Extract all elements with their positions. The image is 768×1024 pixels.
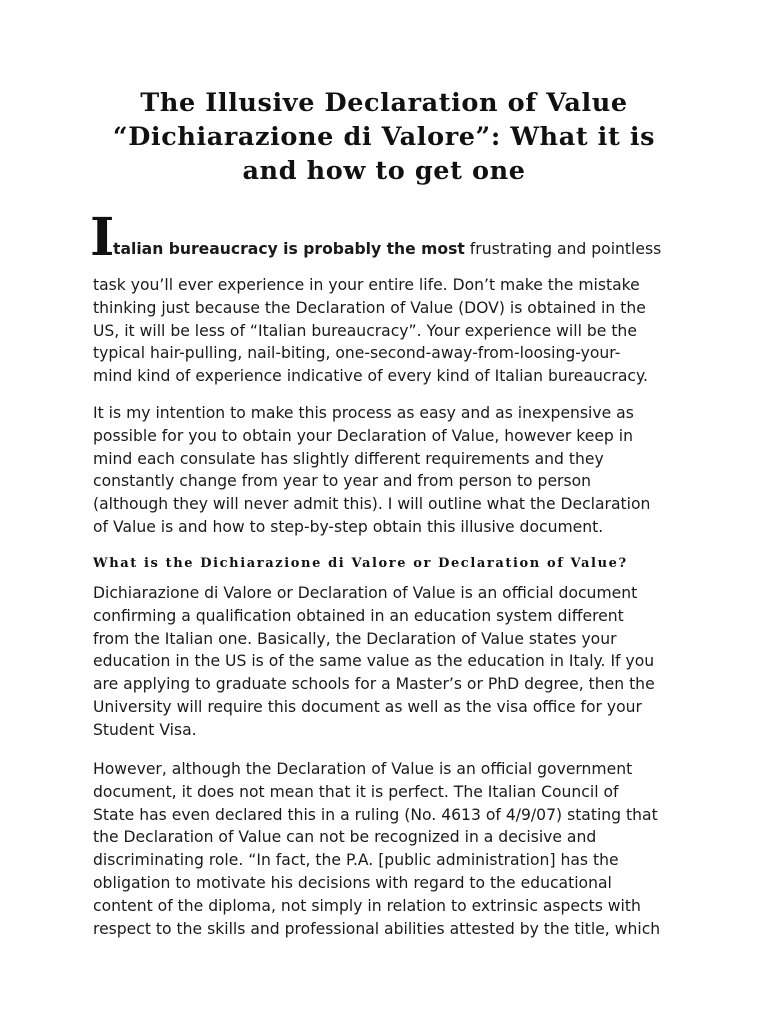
- paragraph-ruling: [93, 758, 675, 940]
- paragraph-definition: [93, 582, 675, 742]
- text-line: from the Italian one. Basically, the Declaration of Value states your: [93, 629, 617, 648]
- text-line: Student Visa.: [93, 720, 197, 739]
- title-line: and how to get one: [242, 156, 526, 186]
- document-title: [93, 86, 675, 188]
- text-line: It is my intention to make this process as easy and as inexpensive as: [93, 404, 634, 422]
- text-line: However, although the Declaration of Value is an official government: [93, 760, 633, 778]
- text-line: US, it will be less of “Italian bureaucracy”. Your experience will be the: [93, 321, 637, 340]
- text-line: document, it does not mean that it is perfect. The Italian Council of: [93, 782, 619, 801]
- text-line: content of the diploma, not simply in relation to extrinsic aspects with: [93, 896, 641, 915]
- text-line: possible for you to obtain your Declaration of Value, however keep in: [93, 426, 633, 445]
- text-line: of Value is and how to step-by-step obtain this illusive document.: [93, 517, 604, 536]
- lead-first-line-rest: frustrating and pointless: [464, 240, 662, 258]
- drop-cap: I: [90, 207, 115, 268]
- text-line: State has even declared this in a ruling (No. 4613 of 4/9/07) stating that: [93, 805, 658, 824]
- section-heading: What is the Dichiarazione di Valore or Declaration of Value?: [93, 556, 628, 571]
- text-line: discriminating role. “In fact, the P.A. [public administration] has the: [93, 851, 619, 870]
- text-line: (although they will never admit this). I will outline what the Declaration: [93, 495, 651, 514]
- text-line: Dichiarazione di Valore or Declaration of Value is an official document: [93, 584, 638, 602]
- text-line: confirming a qualification obtained in an education system different: [93, 606, 624, 625]
- text-line: mind each consulate has slightly different requirements and they: [93, 449, 604, 468]
- lead-first-line: [90, 207, 675, 274]
- text-line: mind kind of experience indicative of every kind of Italian bureaucracy.: [93, 367, 648, 386]
- text-line: education in the US is of the same value as the education in Italy. If you: [93, 652, 655, 671]
- text-line: thinking just because the Declaration of Value (DOV) is obtained in the: [93, 298, 646, 317]
- lead-body: [93, 274, 675, 388]
- lead-bold-intro: talian bureaucracy is probably the most: [113, 240, 465, 258]
- title-line: “Dichiarazione di Valore”: What it is: [112, 122, 656, 152]
- text-line: University will require this document as well as the visa office for your: [93, 697, 642, 716]
- text-line: obligation to motivate his decisions with regard to the educational: [93, 873, 612, 892]
- text-line: are applying to graduate schools for a Master’s or PhD degree, then the: [93, 675, 655, 694]
- text-line: task you’ll ever experience in your entire life. Don’t make the mistake: [93, 276, 640, 294]
- text-line: typical hair-pulling, nail-biting, one-second-away-from-loosing-your-: [93, 344, 621, 363]
- text-line: the Declaration of Value can not be recognized in a decisive and: [93, 828, 597, 847]
- lead-paragraph: [90, 207, 675, 388]
- text-line: respect to the skills and professional abilities attested by the title, which: [93, 919, 661, 938]
- paragraph-intention: [93, 402, 675, 539]
- lead-first-text: [113, 238, 661, 260]
- title-line: The Illusive Declaration of Value: [140, 88, 628, 118]
- text-line: constantly change from year to year and from person to person: [93, 472, 592, 491]
